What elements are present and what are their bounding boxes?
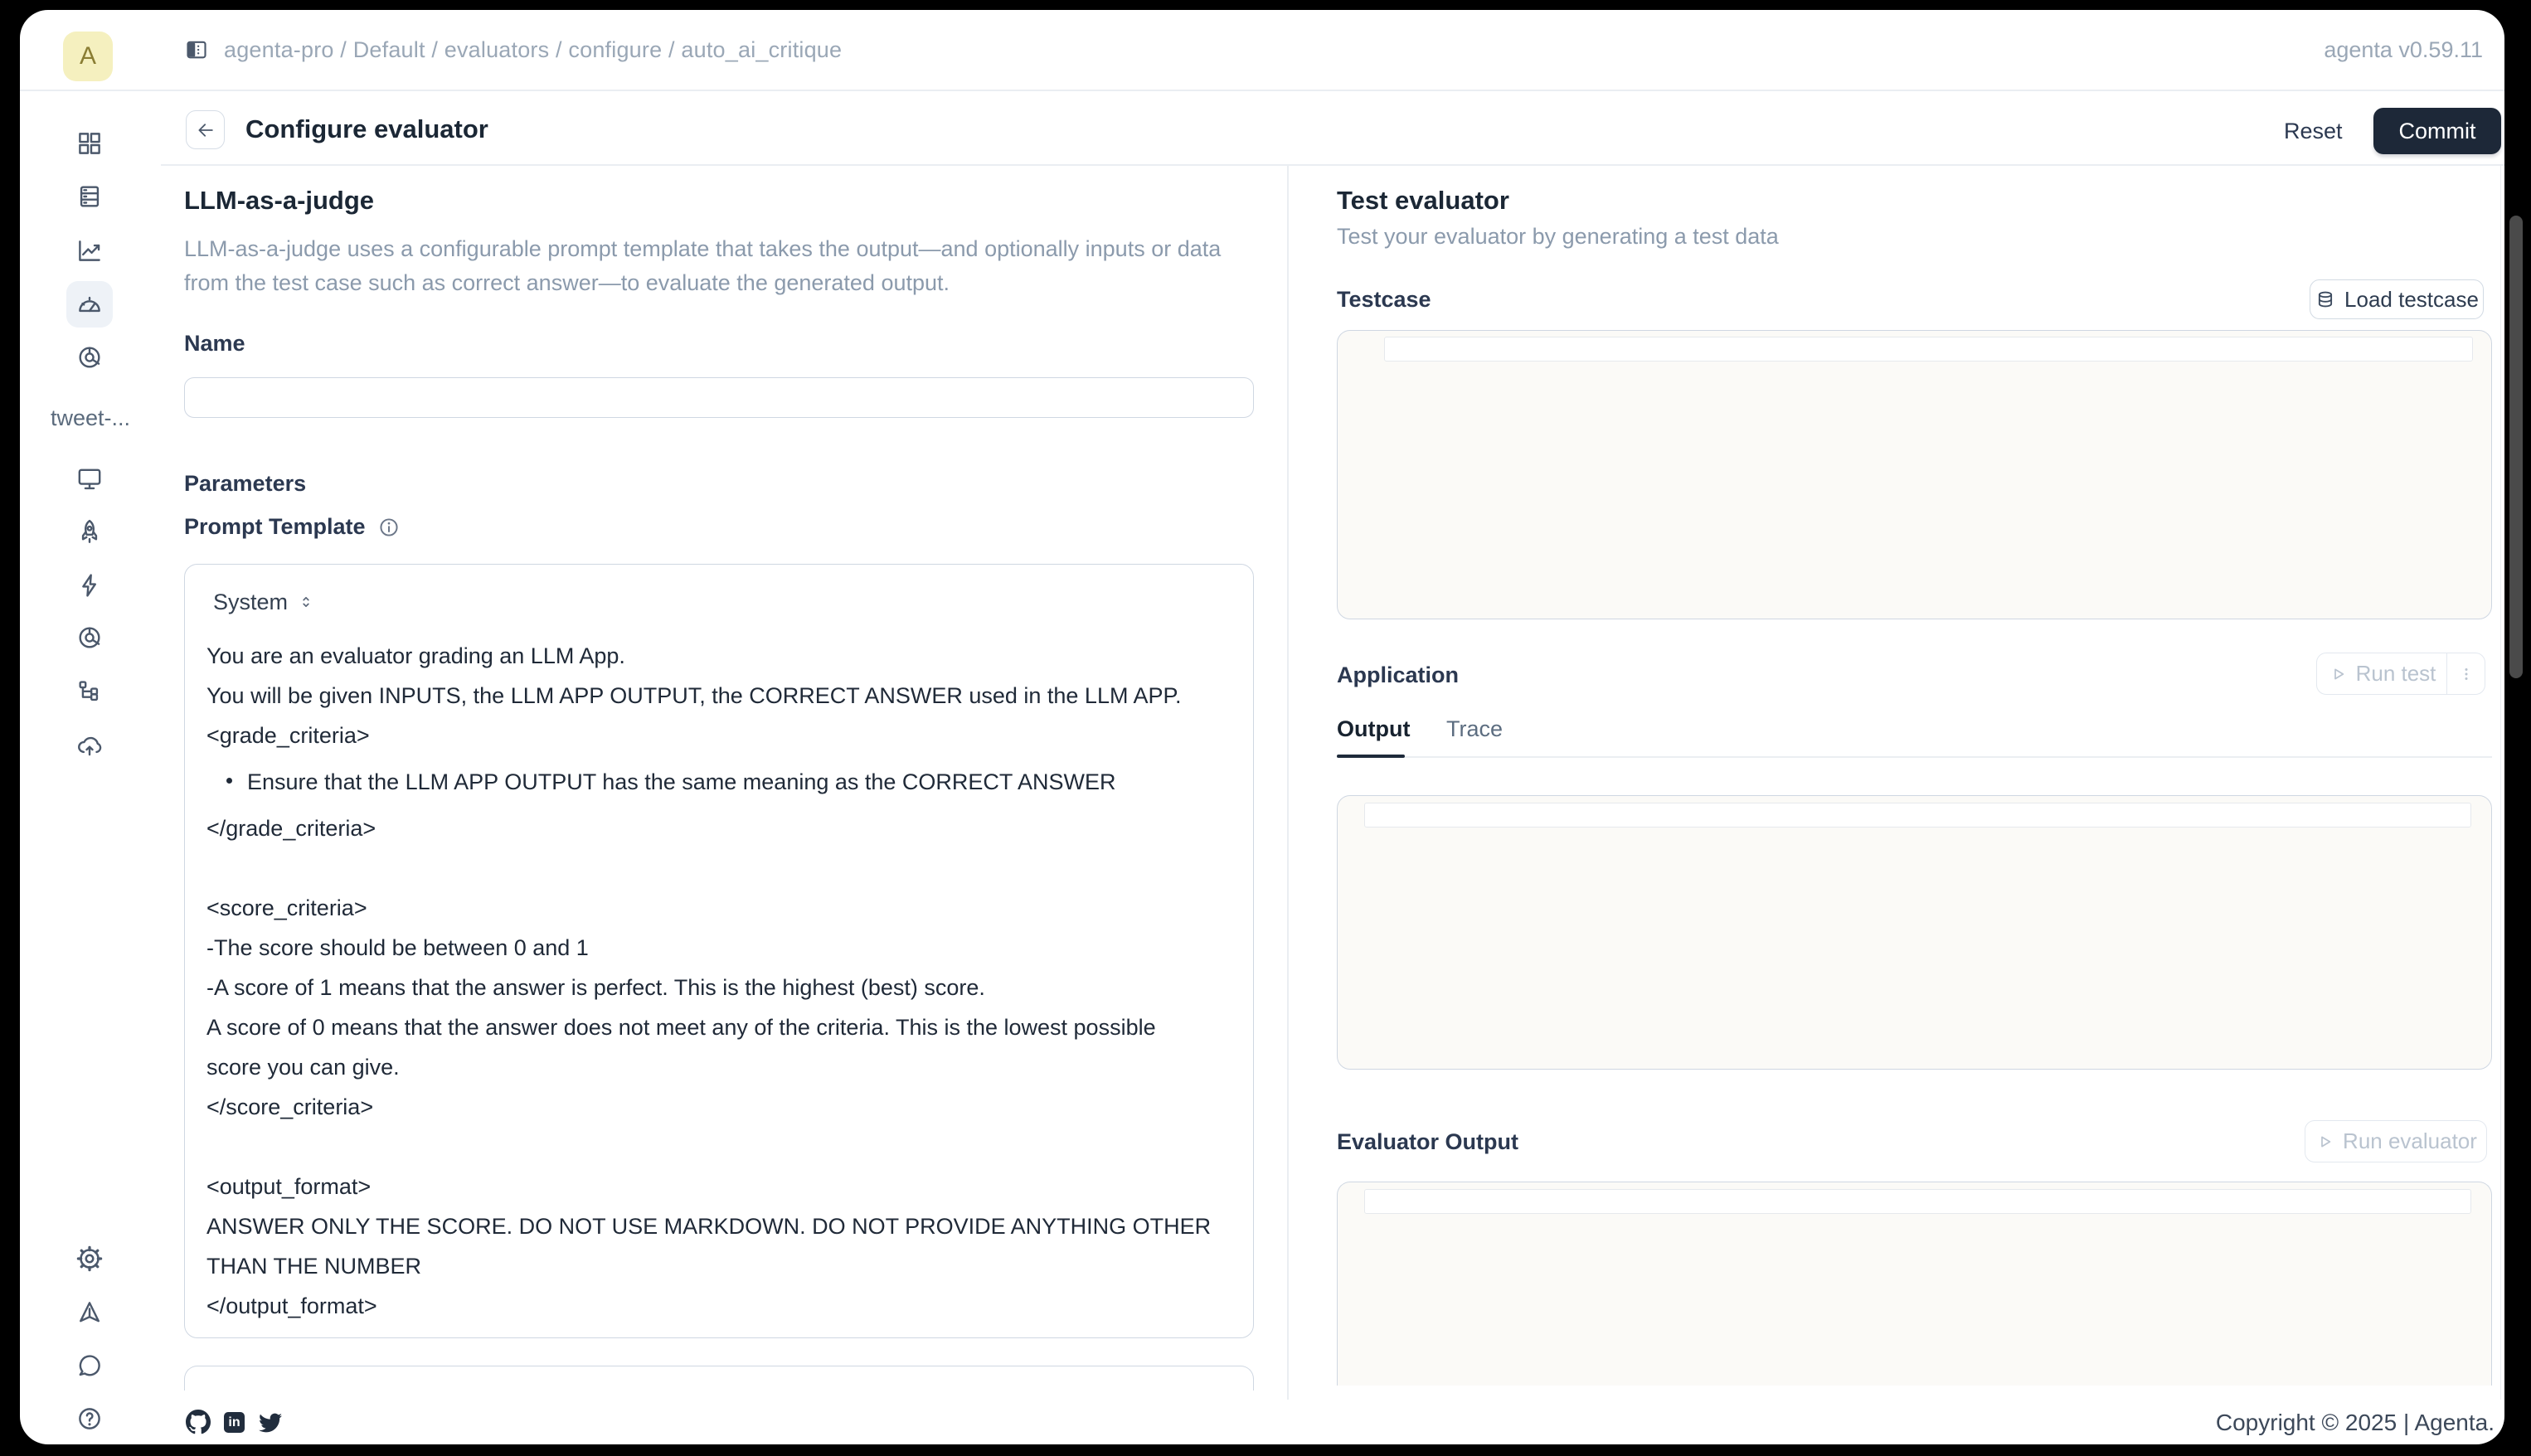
output-first-line[interactable] bbox=[1364, 803, 2471, 827]
sidebar-item-apps[interactable] bbox=[66, 120, 113, 167]
testcase-editor[interactable] bbox=[1337, 330, 2492, 619]
evaluator-type-title: LLM-as-a-judge bbox=[184, 186, 375, 215]
cloud-upload-icon bbox=[75, 730, 104, 759]
output-editor[interactable] bbox=[1337, 795, 2492, 1070]
sidebar-item-analytics[interactable] bbox=[66, 334, 113, 381]
evaluator-output-first-line[interactable] bbox=[1364, 1189, 2471, 1214]
prompt-line bbox=[206, 1127, 1217, 1167]
run-test-menu-button[interactable] bbox=[2446, 653, 2485, 694]
load-testcase-label: Load testcase bbox=[2344, 286, 2479, 312]
sidebar-item-usage[interactable] bbox=[66, 614, 113, 661]
github-link[interactable] bbox=[186, 1410, 211, 1434]
evaluator-output-label: Evaluator Output bbox=[1337, 1129, 1519, 1154]
tab-active-indicator bbox=[1337, 755, 1405, 758]
prompt-line: <score_criteria> bbox=[206, 895, 367, 920]
rocket-icon bbox=[75, 517, 104, 546]
linkedin-icon: in bbox=[224, 1412, 245, 1433]
run-evaluator-label: Run evaluator bbox=[2343, 1128, 2477, 1153]
rows-icon bbox=[75, 182, 104, 211]
sidebar-item-observability[interactable] bbox=[66, 227, 113, 274]
tab-trace[interactable]: Trace bbox=[1446, 716, 1504, 741]
sidebar-item-feedback[interactable] bbox=[66, 1289, 113, 1336]
copyright-text: Copyright © 2025 | Agenta. bbox=[2215, 1410, 2495, 1435]
play-icon bbox=[2328, 664, 2348, 684]
header-divider bbox=[161, 164, 2504, 166]
lightning-icon bbox=[75, 571, 104, 599]
sidebar-item-deploy[interactable] bbox=[66, 721, 113, 768]
topbar bbox=[20, 10, 2504, 90]
prompt-editor-lines[interactable] bbox=[206, 636, 1217, 1326]
tab-output[interactable]: Output bbox=[1337, 716, 1411, 741]
grid-icon bbox=[75, 129, 104, 158]
app-window bbox=[20, 10, 2504, 1444]
run-evaluator-button[interactable] bbox=[2305, 1120, 2487, 1162]
twitter-link[interactable] bbox=[259, 1411, 282, 1434]
panel-divider bbox=[1287, 164, 1289, 1400]
prompt-line: </output_format> bbox=[206, 1293, 377, 1318]
sidebar-item-workflows[interactable] bbox=[66, 667, 113, 714]
prompt-line: You will be given INPUTS, the LLM APP OUTPUT, the CORRECT ANSWER used in the LLM APP. bbox=[206, 683, 1182, 708]
github-icon bbox=[186, 1410, 211, 1434]
topbar-divider bbox=[20, 90, 2504, 91]
sidebar-item-help[interactable] bbox=[66, 1395, 113, 1442]
chat-icon bbox=[75, 1352, 104, 1381]
evaluator-output-editor[interactable] bbox=[1337, 1182, 2492, 1386]
arrow-left-icon bbox=[195, 119, 216, 141]
prompt-line: -The score should be between 0 and 1 bbox=[206, 935, 589, 960]
prompt-line: </score_criteria> bbox=[206, 1094, 374, 1119]
tab-track bbox=[1337, 756, 2492, 758]
prompt-line: You are an evaluator grading an LLM App. bbox=[206, 643, 625, 668]
sidebar-item-automations[interactable] bbox=[66, 562, 113, 609]
role-label: System bbox=[213, 589, 289, 614]
gear-icon bbox=[75, 1245, 104, 1273]
sidebar-item-deployments[interactable] bbox=[66, 508, 113, 555]
next-message-box[interactable] bbox=[184, 1366, 1254, 1390]
gauge-icon bbox=[75, 290, 104, 318]
name-label: Name bbox=[184, 331, 245, 356]
scroll-gutter bbox=[2500, 164, 2501, 1400]
sidebar-item-settings[interactable] bbox=[66, 1235, 113, 1282]
sidebar-item-playground[interactable] bbox=[66, 455, 113, 502]
sidebar-item-support[interactable] bbox=[66, 1343, 113, 1390]
chart-line-up-icon bbox=[75, 236, 104, 265]
application-label: Application bbox=[1337, 662, 1459, 687]
avatar[interactable]: A bbox=[63, 32, 113, 81]
test-evaluator-subtitle: Test your evaluator by generating a test data bbox=[1337, 224, 1779, 249]
monitor-icon bbox=[75, 464, 104, 493]
donut-chart-icon bbox=[75, 624, 104, 652]
app-version: agenta v0.59.11 bbox=[2324, 36, 2483, 62]
sidebar-item-testsets[interactable] bbox=[66, 173, 113, 220]
prompt-line: A score of 0 means that the answer does not meet any of the criteria. This is the lowest possible score you can give. bbox=[206, 1015, 1163, 1080]
window-scrollbar-thumb[interactable] bbox=[2509, 216, 2523, 678]
caret-up-down-icon bbox=[296, 592, 316, 612]
page-title: Configure evaluator bbox=[245, 114, 488, 143]
kebab-icon bbox=[2456, 664, 2476, 684]
donut-chart-icon bbox=[75, 343, 104, 371]
prompt-line: ANSWER ONLY THE SCORE. DO NOT USE MARKDOWN. DO NOT PROVIDE ANYTHING OTHER THAN THE NUMBER bbox=[206, 1214, 1217, 1279]
info-icon[interactable] bbox=[377, 516, 401, 539]
twitter-icon bbox=[259, 1411, 282, 1434]
prompt-line: -A score of 1 means that the answer is perfect. This is the highest (best) score. bbox=[206, 975, 985, 1000]
prompt-line bbox=[206, 848, 1217, 888]
run-test-label: Run test bbox=[2355, 661, 2436, 686]
tree-structure-icon bbox=[75, 677, 104, 705]
prompt-line: </grade_criteria> bbox=[206, 816, 376, 841]
prompt-template-row bbox=[184, 514, 401, 540]
paper-plane-icon bbox=[75, 1298, 104, 1327]
reset-button[interactable]: Reset bbox=[2269, 108, 2358, 154]
name-input[interactable] bbox=[184, 377, 1254, 418]
prompt-template-label: Prompt Template bbox=[184, 514, 366, 539]
question-icon bbox=[75, 1405, 104, 1433]
testcase-first-line[interactable] bbox=[1384, 337, 2473, 362]
load-testcase-button[interactable] bbox=[2310, 279, 2484, 319]
run-test-split-button bbox=[2316, 653, 2485, 695]
parameters-label: Parameters bbox=[184, 471, 307, 496]
prompt-template-editor[interactable] bbox=[184, 564, 1254, 1338]
back-button[interactable] bbox=[186, 110, 225, 149]
test-evaluator-title: Test evaluator bbox=[1337, 186, 1509, 215]
prompt-line: Ensure that the LLM APP OUTPUT has the same meaning as the CORRECT ANSWER bbox=[206, 762, 1217, 802]
evaluator-description: LLM-as-a-judge uses a configurable prompt template that takes the output—and optionally inputs or data from the test case such as correct answer—to evaluate the generated output. bbox=[184, 236, 1222, 295]
workspace-label[interactable]: tweet-... bbox=[50, 405, 131, 430]
commit-button[interactable]: Commit bbox=[2373, 108, 2501, 154]
sidebar-toggle-icon[interactable] bbox=[184, 37, 209, 62]
testcase-label: Testcase bbox=[1337, 287, 1431, 312]
database-icon bbox=[2315, 289, 2336, 310]
play-icon bbox=[2315, 1132, 2334, 1152]
breadcrumb[interactable]: agenta-pro / Default / evaluators / configure / auto_ai_critique bbox=[224, 36, 843, 62]
prompt-line: <grade_criteria> bbox=[206, 723, 370, 748]
linkedin-link[interactable] bbox=[224, 1412, 245, 1433]
run-test-button[interactable] bbox=[2317, 653, 2446, 694]
message-role-selector[interactable] bbox=[206, 586, 1217, 618]
sidebar-item-evaluations[interactable] bbox=[66, 281, 113, 328]
prompt-line: <output_format> bbox=[206, 1174, 372, 1199]
